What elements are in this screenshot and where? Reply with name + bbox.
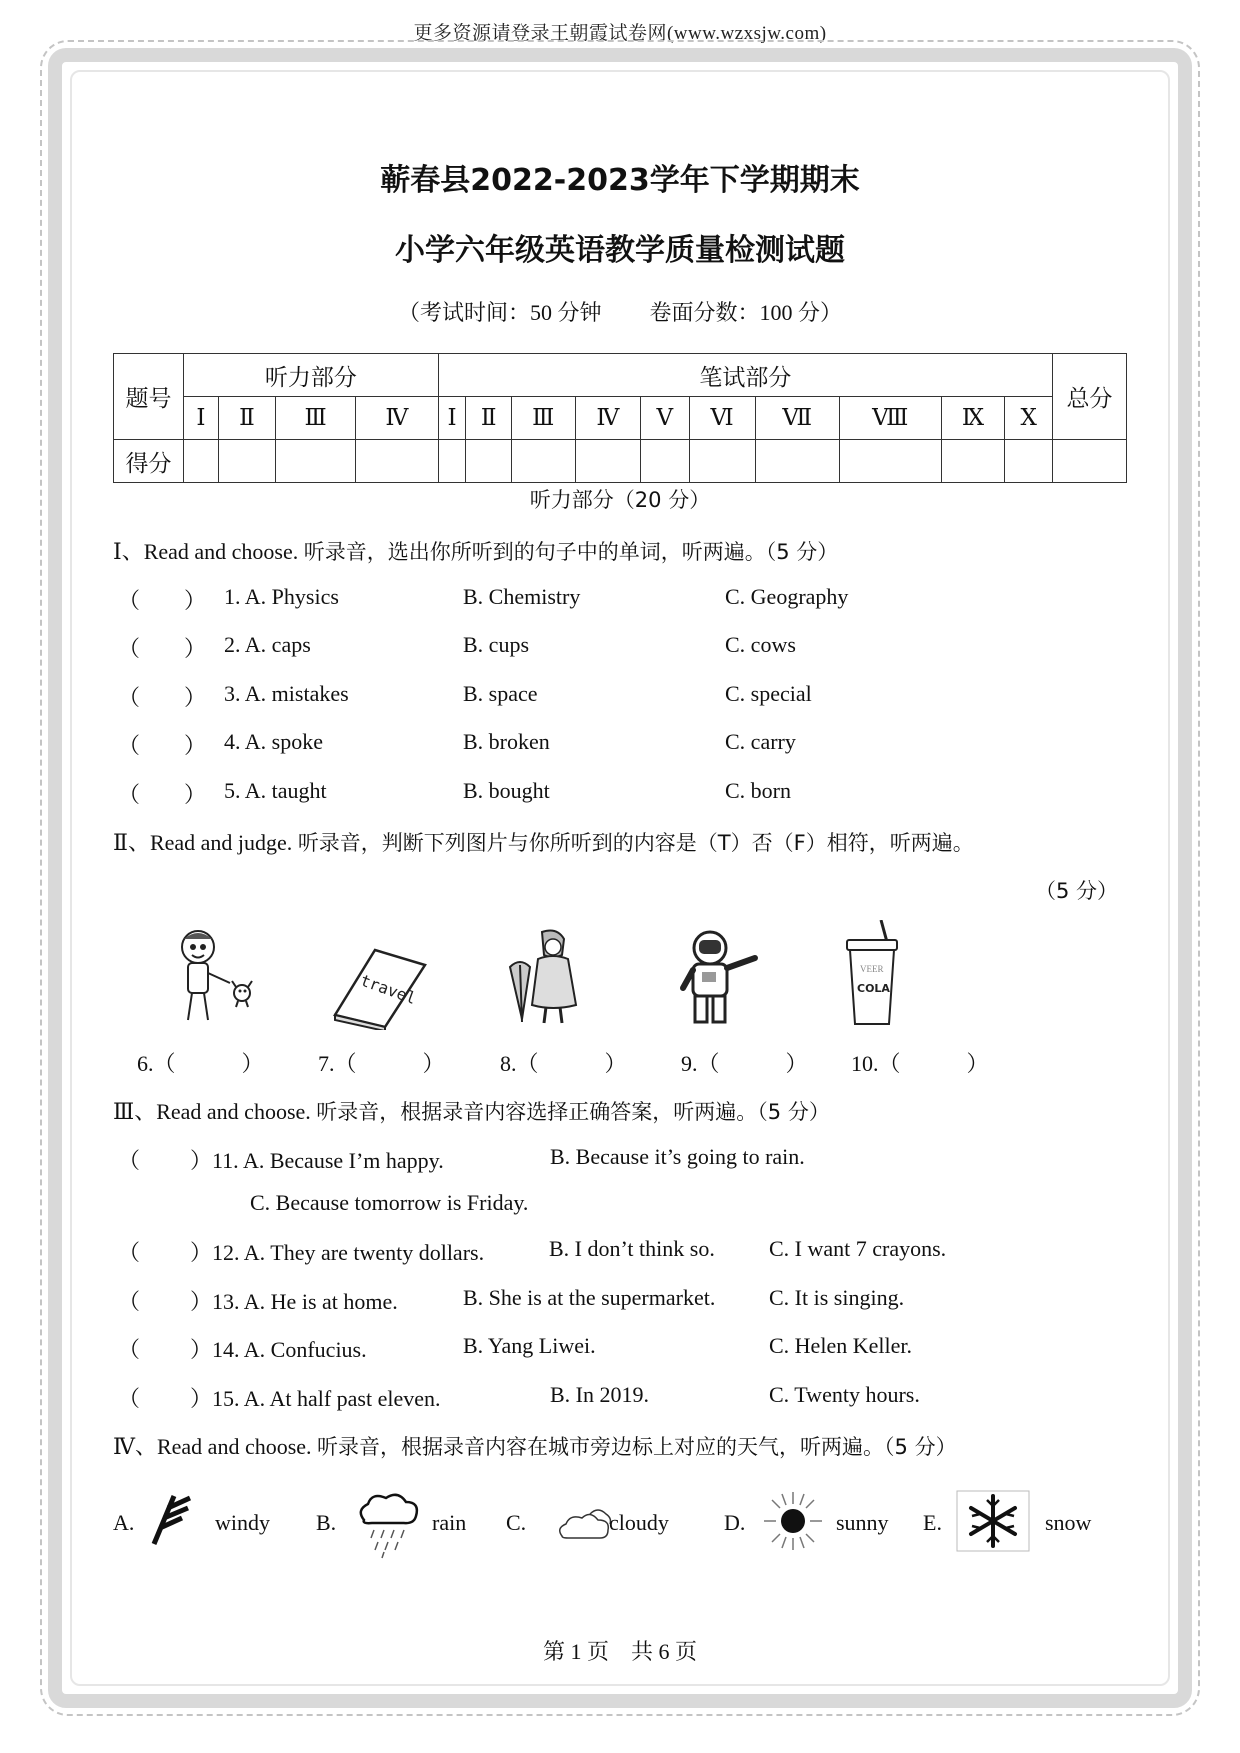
section3-prefix: Ⅲ、Read and choose. — [113, 1099, 311, 1124]
answer-blank[interactable]: （ ） — [118, 733, 207, 758]
option-a: 3. A. mistakes — [224, 681, 349, 706]
answer-blank[interactable]: （ ） — [118, 782, 207, 807]
total-score-cell[interactable] — [1053, 440, 1127, 483]
section2-prefix: Ⅱ、Read and judge. — [113, 830, 293, 855]
option-c: C. Because tomorrow is Friday. — [250, 1190, 529, 1215]
cola-cup-picture — [843, 920, 903, 1028]
score-cell[interactable] — [689, 440, 755, 483]
option-b: B. Chemistry — [463, 584, 581, 609]
option-a: ）14. A. Confucius. — [190, 1337, 367, 1362]
option-c: C. Geography — [725, 584, 849, 609]
listening-num: Ⅲ — [276, 397, 356, 440]
listening-group: 听力部分 — [184, 354, 439, 397]
writing-num: Ⅲ — [512, 397, 576, 440]
score-table — [113, 353, 1127, 483]
listening-num: Ⅳ — [356, 397, 439, 440]
answer-blank[interactable]: （ ） — [118, 685, 207, 710]
judge-label-10[interactable]: 10.（ ） — [851, 1051, 989, 1076]
score-cell[interactable] — [276, 440, 356, 483]
option-b: B. Yang Liwei. — [463, 1333, 596, 1358]
col-label: 题号 — [114, 354, 184, 440]
section1-prefix: Ⅰ、Read and choose. — [113, 539, 299, 564]
writing-num: Ⅰ — [438, 397, 466, 440]
score-cell[interactable] — [755, 440, 839, 483]
answer-blank[interactable]: （ — [118, 1386, 141, 1411]
cup-label: COLA — [857, 982, 890, 995]
boy-with-dog-picture — [170, 925, 265, 1025]
windy-icon — [148, 1490, 198, 1556]
section2-instruction — [113, 826, 974, 857]
exam-title-line2: 小学六年级英语教学质量检测试题 — [395, 233, 845, 268]
listening-num: Ⅰ — [184, 397, 219, 440]
option-letter: C. — [506, 1510, 527, 1535]
option-b: B. space — [463, 681, 538, 706]
book-title: travel — [357, 970, 419, 1009]
option-c: C. born — [725, 778, 791, 803]
option-b: B. bought — [463, 778, 550, 803]
option-b: B. broken — [463, 729, 550, 754]
exam-title-line1: 蕲春县2022-2023学年下学期期末 — [380, 163, 860, 198]
astronaut-picture — [675, 928, 765, 1028]
option-a: 5. A. taught — [224, 778, 327, 803]
judge-label-9[interactable]: 9.（ ） — [681, 1051, 808, 1076]
option-b: B. Because it’s going to rain. — [550, 1144, 805, 1169]
option-letter: B. — [316, 1510, 337, 1535]
answer-blank[interactable]: （ — [118, 1148, 141, 1173]
top-note: 更多资源请登录王朝霞试卷网(www.wzxsjw.com) — [413, 23, 827, 44]
section4-prefix: Ⅳ、Read and choose. — [113, 1434, 312, 1459]
option-b: B. I don’t think so. — [549, 1236, 715, 1261]
writing-group: 笔试部分 — [438, 354, 1052, 397]
answer-blank[interactable]: （ — [118, 1240, 141, 1265]
sunny-icon — [762, 1490, 824, 1558]
section3-instruction — [113, 1095, 830, 1126]
section4-instruction — [113, 1430, 957, 1461]
score-cell[interactable] — [356, 440, 439, 483]
raincoat-girl-picture — [502, 927, 597, 1027]
option-c: C. Twenty hours. — [769, 1382, 920, 1407]
listening-num: Ⅱ — [218, 397, 275, 440]
section1-cn: 听录音，选出你所听到的句子中的单词，听两遍。（5 分） — [303, 540, 839, 564]
writing-num: Ⅵ — [689, 397, 755, 440]
option-b: B. She is at the supermarket. — [463, 1285, 716, 1310]
option-a: ）13. A. He is at home. — [190, 1289, 398, 1314]
section1-instruction — [113, 535, 838, 566]
writing-num: Ⅸ — [941, 397, 1005, 440]
exam-time: （考试时间：50 分钟 — [397, 300, 602, 325]
score-cell[interactable] — [184, 440, 219, 483]
snow-icon — [956, 1490, 1030, 1558]
option-b: B. In 2019. — [550, 1382, 649, 1407]
weather-word: rain — [432, 1510, 467, 1535]
weather-word: windy — [215, 1510, 270, 1535]
answer-blank[interactable]: （ ） — [118, 588, 207, 613]
section2-score: （5 分） — [1034, 879, 1118, 903]
weather-options — [113, 1490, 1133, 1560]
score-cell[interactable] — [839, 440, 941, 483]
option-a: 2. A. caps — [224, 632, 311, 657]
cloudy-icon — [556, 1504, 614, 1550]
score-cell[interactable] — [941, 440, 1005, 483]
writing-num: Ⅷ — [839, 397, 941, 440]
weather-word: sunny — [836, 1510, 889, 1535]
writing-num: Ⅴ — [641, 397, 689, 440]
option-a: 4. A. spoke — [224, 729, 323, 754]
score-cell[interactable] — [641, 440, 689, 483]
page-footer: 第 1 页 共 6 页 — [542, 1639, 697, 1664]
score-cell[interactable] — [575, 440, 641, 483]
listening-section-header: 听力部分（20 分） — [529, 488, 711, 512]
score-cell[interactable] — [438, 440, 466, 483]
score-cell[interactable] — [1005, 440, 1053, 483]
option-c: C. Helen Keller. — [769, 1333, 912, 1358]
score-cell[interactable] — [218, 440, 275, 483]
exam-total-score: 卷面分数：100 分） — [649, 300, 843, 325]
option-a: ）11. A. Because I’m happy. — [190, 1148, 444, 1173]
total-label: 总分 — [1053, 354, 1127, 440]
writing-num: Ⅶ — [755, 397, 839, 440]
travel-book-picture — [330, 945, 430, 1030]
answer-blank[interactable]: （ — [118, 1289, 141, 1314]
judge-label-6[interactable]: 6.（ ） — [137, 1051, 264, 1076]
row-label: 得分 — [114, 440, 184, 483]
option-c: C. I want 7 crayons. — [769, 1236, 947, 1261]
writing-num: Ⅹ — [1005, 397, 1053, 440]
option-a: ）12. A. They are twenty dollars. — [190, 1240, 485, 1265]
exam-info — [0, 296, 1240, 327]
option-a: 1. A. Physics — [224, 584, 339, 609]
writing-num: Ⅱ — [466, 397, 512, 440]
option-c: C. special — [725, 681, 812, 706]
score-cell[interactable] — [466, 440, 512, 483]
svg-text:VEER: VEER — [860, 964, 884, 974]
answer-blank[interactable]: （ — [118, 1337, 141, 1362]
option-a: ）15. A. At half past eleven. — [190, 1386, 441, 1411]
option-c: C. carry — [725, 729, 796, 754]
judge-label-8[interactable]: 8.（ ） — [500, 1051, 627, 1076]
judge-label-7[interactable]: 7.（ ） — [318, 1051, 445, 1076]
score-cell[interactable] — [512, 440, 576, 483]
rain-icon — [354, 1490, 424, 1566]
section2-cn: 听录音，判断下列图片与你所听到的内容是（T）否（F）相符，听两遍。 — [297, 831, 974, 855]
writing-num: Ⅳ — [575, 397, 641, 440]
option-letter: D. — [724, 1510, 746, 1535]
weather-word: snow — [1045, 1510, 1092, 1535]
weather-word: cloudy — [609, 1510, 669, 1535]
option-c: C. It is singing. — [769, 1285, 905, 1310]
section3-cn: 听录音，根据录音内容选择正确答案，听两遍。（5 分） — [316, 1100, 830, 1124]
section4-cn: 听录音，根据录音内容在城市旁边标上对应的天气，听两遍。（5 分） — [317, 1435, 957, 1459]
answer-blank[interactable]: （ ） — [118, 636, 207, 661]
option-b: B. cups — [463, 632, 529, 657]
option-letter: E. — [923, 1510, 942, 1535]
option-letter: A. — [113, 1510, 135, 1535]
option-c: C. cows — [725, 632, 796, 657]
